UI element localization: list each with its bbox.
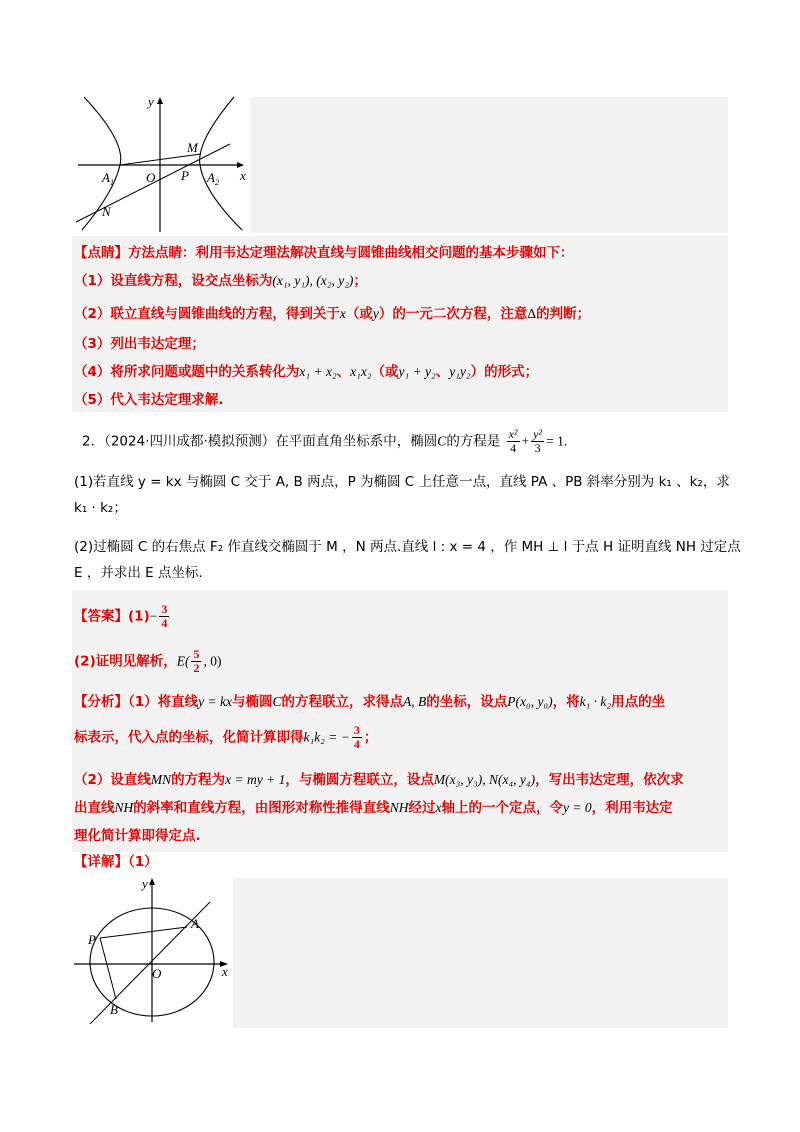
analysis-line-2: 标表示，代入点的坐标，化简计算即得k₁k₂ = − $\frac{3}{4}$ ；	[74, 723, 378, 751]
tip-step-5: （5）代入韦达定理求解.	[74, 392, 224, 408]
answer-part-2: (2)证明见解析，E( $\frac{5}{2}$ , 0)	[74, 647, 222, 675]
chord-PB	[100, 938, 116, 999]
tip-header: 【点睛】方法点睛：利用韦达定理法解决直线与圆锥曲线相交问题的基本步骤如下：	[74, 245, 574, 261]
figure-1-background	[250, 97, 728, 233]
answer-fraction-3-4: $\frac{3}{4}$	[161, 602, 168, 630]
figure-2-background	[233, 878, 728, 1028]
problem-statement: 2．（2024·四川成都·模拟预测）在平面直角坐标系中，椭圆C的方程是 $\frac{\text{x²}}{4}$ + $\frac{\text{y²}}{3}$ = 1.	[82, 427, 568, 455]
label-x: x	[222, 964, 228, 979]
label-A2: $A_2$	[207, 170, 219, 187]
analysis-line-1: 【分析】（1）将直线y = kx与椭圆C的方程联立，求得点A, B的坐标，设点P(x₀, y₀)，将k₁ · k₂用点的坐	[74, 694, 666, 710]
label-O: O	[146, 170, 156, 185]
ellipse-figure	[72, 872, 236, 1024]
problem-part-1-line-2: k₁ · k₂；	[74, 500, 127, 516]
label-O: O	[152, 966, 162, 981]
analysis-fraction-3-4: $\frac{3}{4}$	[353, 723, 360, 751]
fraction-x2-over-4: $\frac{\text{x²}}{4}$	[508, 427, 518, 455]
detail-label: 【详解】（1）	[74, 854, 158, 870]
problem-part-2-line-1: (2)过椭圆 C 的右焦点 F₂ 作直线交椭圆于 M ，N 两点.直线 l : x = 4 ，作 MH ⊥ l 于点 H 证明直线 NH 过定点	[74, 539, 741, 555]
analysis-line-5: 理化简计算即得定点.	[74, 828, 201, 844]
fraction-y2-over-3: $\frac{\text{y²}}{3}$	[533, 427, 543, 455]
label-y: y	[148, 94, 154, 109]
label-x: x	[240, 168, 246, 183]
y-axis-arrow	[149, 878, 155, 885]
analysis-line-3: （2）设直线MN的方程为x = my + 1，与椭圆方程联立，设点M(x₃, y₃), N(x₄, y₄)，写出韦达定理，依次求	[74, 772, 684, 788]
answer-part-1: 【答案】(1)− $\frac{3}{4}$	[74, 602, 168, 630]
label-N: N	[102, 204, 111, 219]
y-axis-arrow	[157, 97, 163, 104]
tip-step-3: （3）列出韦达定理；	[74, 336, 205, 352]
label-P: P	[88, 932, 96, 947]
label-A: A	[191, 916, 199, 931]
problem-part-2-line-2: E ，并求出 E 点坐标.	[74, 565, 203, 581]
label-y: y	[142, 876, 148, 891]
tip-step-1: （1）设直线方程，设交点坐标为(x₁, y₁), (x₂, y₂)；	[74, 273, 367, 289]
hyperbola-figure	[74, 92, 252, 234]
label-A1: $A_1$	[102, 170, 114, 187]
label-P: P	[181, 168, 189, 183]
chord-PA	[100, 927, 187, 938]
hyperbola-right-branch	[200, 97, 242, 230]
tip-step-4: （4）将所求问题或题中的关系转化为x₁ + x₂、x₁x₂（或y₁ + y₂、y₁y₂）的形式；	[74, 364, 539, 380]
label-M: M	[187, 140, 198, 155]
label-B: B	[110, 1002, 118, 1017]
problem-part-1-line-1: (1)若直线 y = kx 与椭圆 C 交于 A, B 两点，P 为椭圆 C 上任意一点，直线 PA 、PB 斜率分别为 k₁ 、k₂，求	[74, 474, 730, 490]
tip-step-2: （2）联立直线与圆锥曲线的方程，得到关于x（或y）的一元二次方程，注意Δ的判断；	[74, 306, 591, 322]
analysis-line-4: 出直线NH的斜率和直线方程，由图形对称性推得直线NH经过x轴上的一个定点，令y = 0，利用韦达定	[74, 800, 673, 816]
answer-fraction-5-2: $\frac{5}{2}$	[193, 647, 200, 675]
